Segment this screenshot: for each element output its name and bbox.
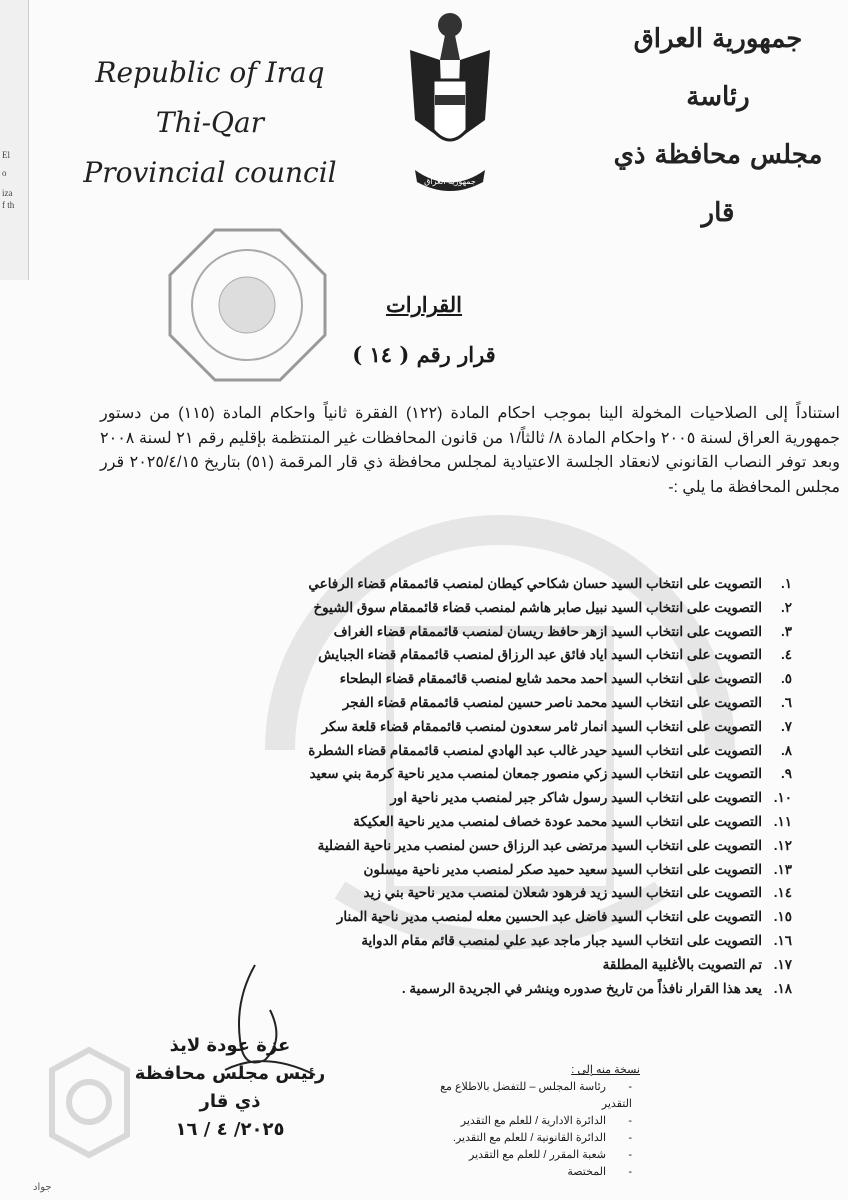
item-text: التصويت على انتخاب السيد محمد عودة خصاف لمنصب مدير ناحية العكيكة	[353, 813, 762, 829]
decision-item	[200, 834, 792, 858]
item-text: التصويت على انتخاب السيد حسان شكاحي كيطان لمنصب قائممقام قضاء الرفاعي	[308, 576, 762, 591]
letterhead-line: جمهورية العراق	[633, 24, 803, 54]
copy-recipient: - الدائرة الادارية / للعلم مع التقدير	[420, 1113, 632, 1130]
letterhead-line: مجلس محافظة ذي قار	[613, 140, 823, 228]
item-text: يعد هذا القرار نافذاً من تاريخ صدوره وينشر في الجريدة الرسمية .	[401, 980, 762, 996]
decision-item	[200, 596, 792, 620]
item-number: ٢.	[780, 599, 792, 615]
item-text: التصويت على انتخاب السيد زيد فرهود شعلان لمنصب مدير ناحية بني زيد	[363, 885, 762, 901]
item-text: التصويت على انتخاب السيد رسول شاكر جبر لمنصب مدير ناحية اور	[390, 790, 762, 806]
item-text: التصويت على انتخاب السيد فاضل عبد الحسين معله لمنصب مدير ناحية المنار	[336, 909, 762, 925]
item-number: ٧.	[780, 718, 792, 734]
signatory-position: رئيس مجلس محافظة ذي قار	[134, 1063, 326, 1112]
decision-number: قرار رقم ( ١٤ )	[352, 342, 496, 367]
signatory-name: عزة عودة لايذ	[169, 1035, 291, 1056]
strip-text: f th	[2, 200, 15, 210]
item-text: التصويت على انتخاب السيد مرتضى عبد الرزاق حسن لمنصب مدير ناحية الفضلية	[317, 837, 762, 853]
item-number: ٥.	[780, 671, 792, 687]
decision-item	[200, 786, 792, 810]
item-text: التصويت على انتخاب السيد زكي منصور جمعان لمنصب مدير ناحية كرمة بني سعيد	[309, 766, 762, 782]
item-number: ١٥.	[773, 909, 792, 925]
item-text: تم التصويت بالأغلبية المطلقة	[602, 956, 762, 972]
svg-text:جمهورية العراق: جمهورية العراق	[424, 177, 476, 186]
decision-item	[200, 643, 792, 667]
decision-item	[200, 810, 792, 834]
iraq-eagle-emblem-icon	[405, 0, 495, 195]
item-number: ١٠.	[773, 790, 792, 806]
item-number: ٨.	[780, 742, 792, 758]
english-letterhead	[70, 48, 350, 198]
copies-heading: نسخة منه إلى :	[571, 1064, 640, 1076]
copy-recipient: - الدائرة القانونية / للعلم مع التقدير.	[420, 1130, 632, 1147]
item-number: ١٣.	[773, 861, 792, 877]
decision-items	[200, 572, 792, 1000]
letterhead-line: Republic of Iraq	[95, 56, 325, 89]
preamble-paragraph: استناداً إلى الصلاحيات المخولة الينا بموجب احكام المادة (١٢٢) الفقرة ثانياً واحكام المادة (١١٥) من دستور جمهورية العراق لسنة ٢٠٠٥ واحكام المادة ٨/ ثالثاً/١ من قانون المحافظات غير المنتظمة بإقليم رقم ٢١ لسنة ٢٠٠٨ وبعد توفر النصاب القانوني لانعقاد الجلسة الاعتيادية لمجلس محافظة ذي قار المرقمة (٥١) بتاريخ ٢٠٢٥/٤/١٥ قرر مجلس المحافظة ما يلي :-	[100, 405, 841, 496]
item-text: التصويت على انتخاب السيد حيدر غالب عبد الهادي لمنصب قائممقام قضاء الشطرة	[308, 742, 762, 758]
item-text: التصويت على انتخاب السيد سعيد حميد صكر لمنصب مدير ناحية ميسلون	[363, 861, 762, 877]
item-text: التصويت على انتخاب السيد انمار ثامر سعدون لمنصب قائممقام قضاء قلعة سكر	[321, 718, 762, 734]
decision-item	[200, 762, 792, 786]
decision-item	[200, 691, 792, 715]
signature-block	[130, 1032, 330, 1144]
decision-item	[200, 858, 792, 882]
decision-item	[200, 667, 792, 691]
decision-item	[200, 929, 792, 953]
signature-date: ٢٠٢٥/ ٤ / ١٦	[175, 1119, 285, 1140]
copy-recipient: - المختصة	[420, 1164, 632, 1181]
item-number: ١.	[780, 576, 792, 591]
decision-item	[200, 572, 792, 596]
item-number: ١٤.	[773, 885, 792, 901]
strip-text: iza	[2, 188, 13, 198]
item-number: ٤.	[780, 647, 792, 663]
item-text: التصويت على انتخاب السيد نبيل صابر هاشم لمنصب قضاء قائممقام سوق الشيوخ	[313, 599, 762, 615]
item-number: ٣.	[780, 623, 792, 639]
item-text: التصويت على انتخاب السيد احمد محمد شايع لمنصب قائممقام قضاء البطحاء	[339, 671, 762, 687]
decision-item	[200, 905, 792, 929]
news-watermark-logo-icon	[42, 1045, 137, 1160]
copy-recipient: - شعبة المقرر / للعلم مع التقدير	[420, 1147, 632, 1164]
item-text: التصويت على انتخاب السيد جبار ماجد عبد علي لمنصب قائم مقام الدواية	[361, 932, 762, 948]
copies-distribution	[420, 1062, 640, 1181]
item-number: ٦.	[780, 694, 792, 710]
page-title: القرارات	[385, 292, 463, 317]
item-number: ١٢.	[773, 837, 792, 853]
copy-recipient: - رئاسة المجلس – للتفضل بالاطلاع مع التقدير	[420, 1079, 632, 1113]
decision-item	[200, 620, 792, 644]
item-number: ١١.	[773, 813, 792, 829]
decision-item	[200, 715, 792, 739]
arabic-letterhead	[598, 10, 838, 242]
letterhead-line: رئاسة	[686, 82, 750, 112]
item-number: ٩.	[780, 766, 792, 782]
item-number: ١٧.	[773, 956, 792, 972]
strip-text: o	[2, 168, 7, 178]
underlying-paper-strip	[0, 0, 29, 280]
item-text: التصويت على انتخاب السيد محمد ناصر حسين لمنصب قائممقام قضاء الفجر	[342, 694, 762, 710]
item-number: ١٦.	[773, 932, 792, 948]
decision-item	[200, 881, 792, 905]
item-text: التصويت على انتخاب السيد اياد فائق عبد الرزاق لمنصب قائممقام قضاء الجبايش	[318, 647, 762, 663]
letterhead-line: Provincial council	[83, 156, 337, 189]
item-number: ١٨.	[773, 980, 792, 996]
letterhead-line: Thi-Qar	[155, 106, 265, 139]
decision-item	[200, 739, 792, 763]
item-text: التصويت على انتخاب السيد ازهر حافظ ريسان لمنصب قائممقام قضاء الغراف	[333, 623, 762, 639]
footer-text: جواد	[33, 1182, 52, 1193]
strip-text: El	[2, 150, 10, 160]
